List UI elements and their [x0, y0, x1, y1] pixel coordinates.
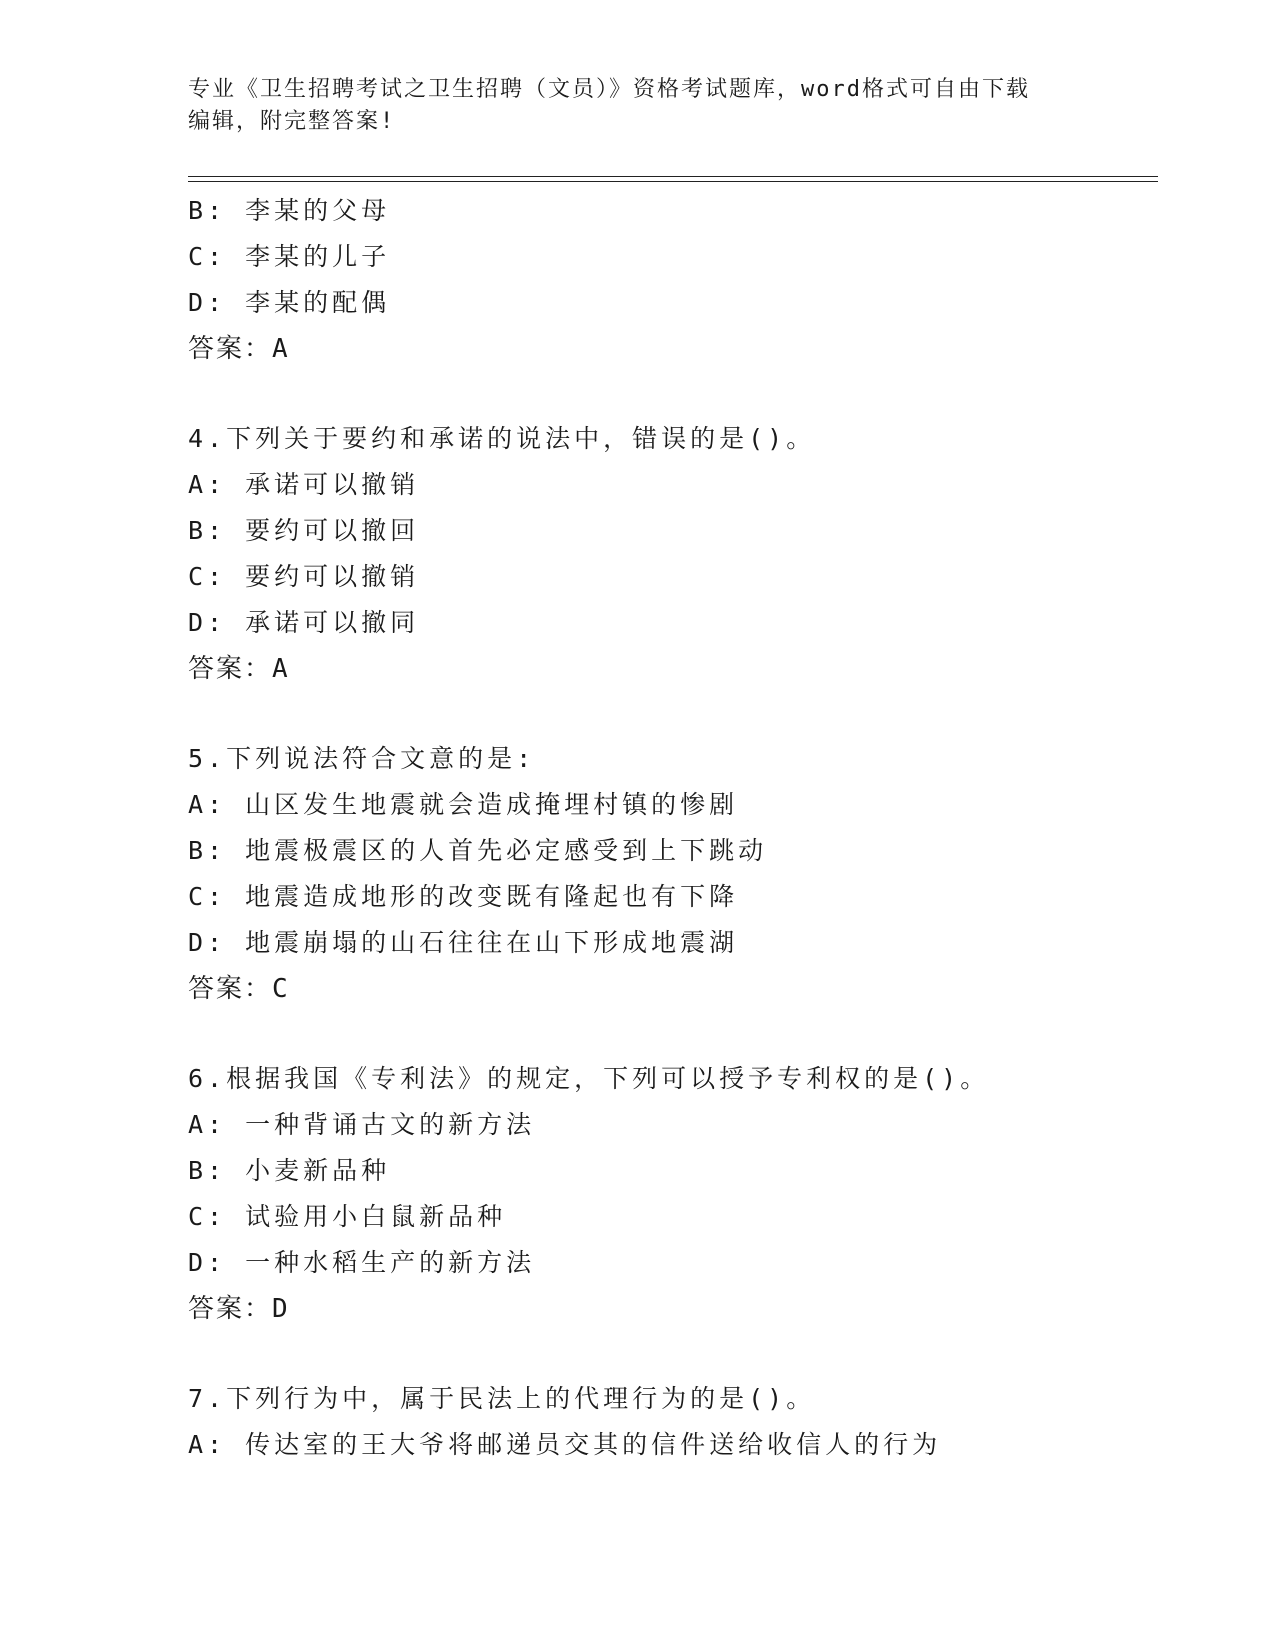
header-line-2: 编辑，附完整答案! [188, 109, 396, 134]
option-c: C: 地震造成地形的改变既有隆起也有下降 [188, 882, 739, 911]
option-a: A: 山区发生地震就会造成掩埋村镇的惨剧 [188, 790, 739, 819]
header-divider-bottom [188, 181, 1158, 182]
question-7 [188, 1376, 1148, 1468]
option-c: C: 李某的儿子 [188, 242, 391, 271]
answer-value: D [272, 1294, 288, 1324]
option-d: D: 承诺可以撤同 [188, 608, 420, 637]
answer-label: 答案： [188, 334, 273, 364]
option-d: D: 一种水稻生产的新方法 [188, 1248, 536, 1277]
answer-value: A [272, 334, 288, 364]
option-b: B: 小麦新品种 [188, 1156, 391, 1185]
answer-value: C [272, 974, 288, 1004]
answer-line [188, 1286, 1148, 1332]
option-b: B: 地震极震区的人首先必定感受到上下跳动 [188, 836, 768, 865]
answer-label: 答案： [188, 1294, 273, 1324]
option-b: B: 李某的父母 [188, 196, 391, 225]
option-a: A: 一种背诵古文的新方法 [188, 1110, 536, 1139]
question-4 [188, 416, 1148, 692]
answer-line [188, 966, 1148, 1012]
question-list [188, 188, 1148, 1468]
answer-value: A [272, 654, 288, 684]
answer-label: 答案： [188, 654, 273, 684]
question-fragment [188, 188, 1148, 372]
header-divider-top [188, 176, 1158, 177]
question-5 [188, 736, 1148, 1012]
document-header [188, 74, 1088, 138]
question-stem: 5.下列说法符合文意的是: [188, 744, 536, 773]
option-c: C: 试验用小白鼠新品种 [188, 1202, 507, 1231]
option-a: A: 承诺可以撤销 [188, 470, 420, 499]
answer-line [188, 646, 1148, 692]
option-b: B: 要约可以撤回 [188, 516, 420, 545]
answer-line [188, 326, 1148, 372]
option-d: D: 地震崩塌的山石往往在山下形成地震湖 [188, 928, 739, 957]
option-a: A: 传达室的王大爷将邮递员交其的信件送给收信人的行为 [188, 1430, 942, 1459]
question-stem: 6.根据我国《专利法》的规定，下列可以授予专利权的是()。 [188, 1064, 990, 1093]
question-stem: 7.下列行为中，属于民法上的代理行为的是()。 [188, 1384, 816, 1413]
answer-label: 答案： [188, 974, 273, 1004]
question-6 [188, 1056, 1148, 1332]
question-stem: 4.下列关于要约和承诺的说法中，错误的是()。 [188, 424, 816, 453]
option-d: D: 李某的配偶 [188, 288, 391, 317]
option-c: C: 要约可以撤销 [188, 562, 420, 591]
header-line-1: 专业《卫生招聘考试之卫生招聘（文员）》资格考试题库，word格式可自由下载 [188, 77, 1030, 102]
